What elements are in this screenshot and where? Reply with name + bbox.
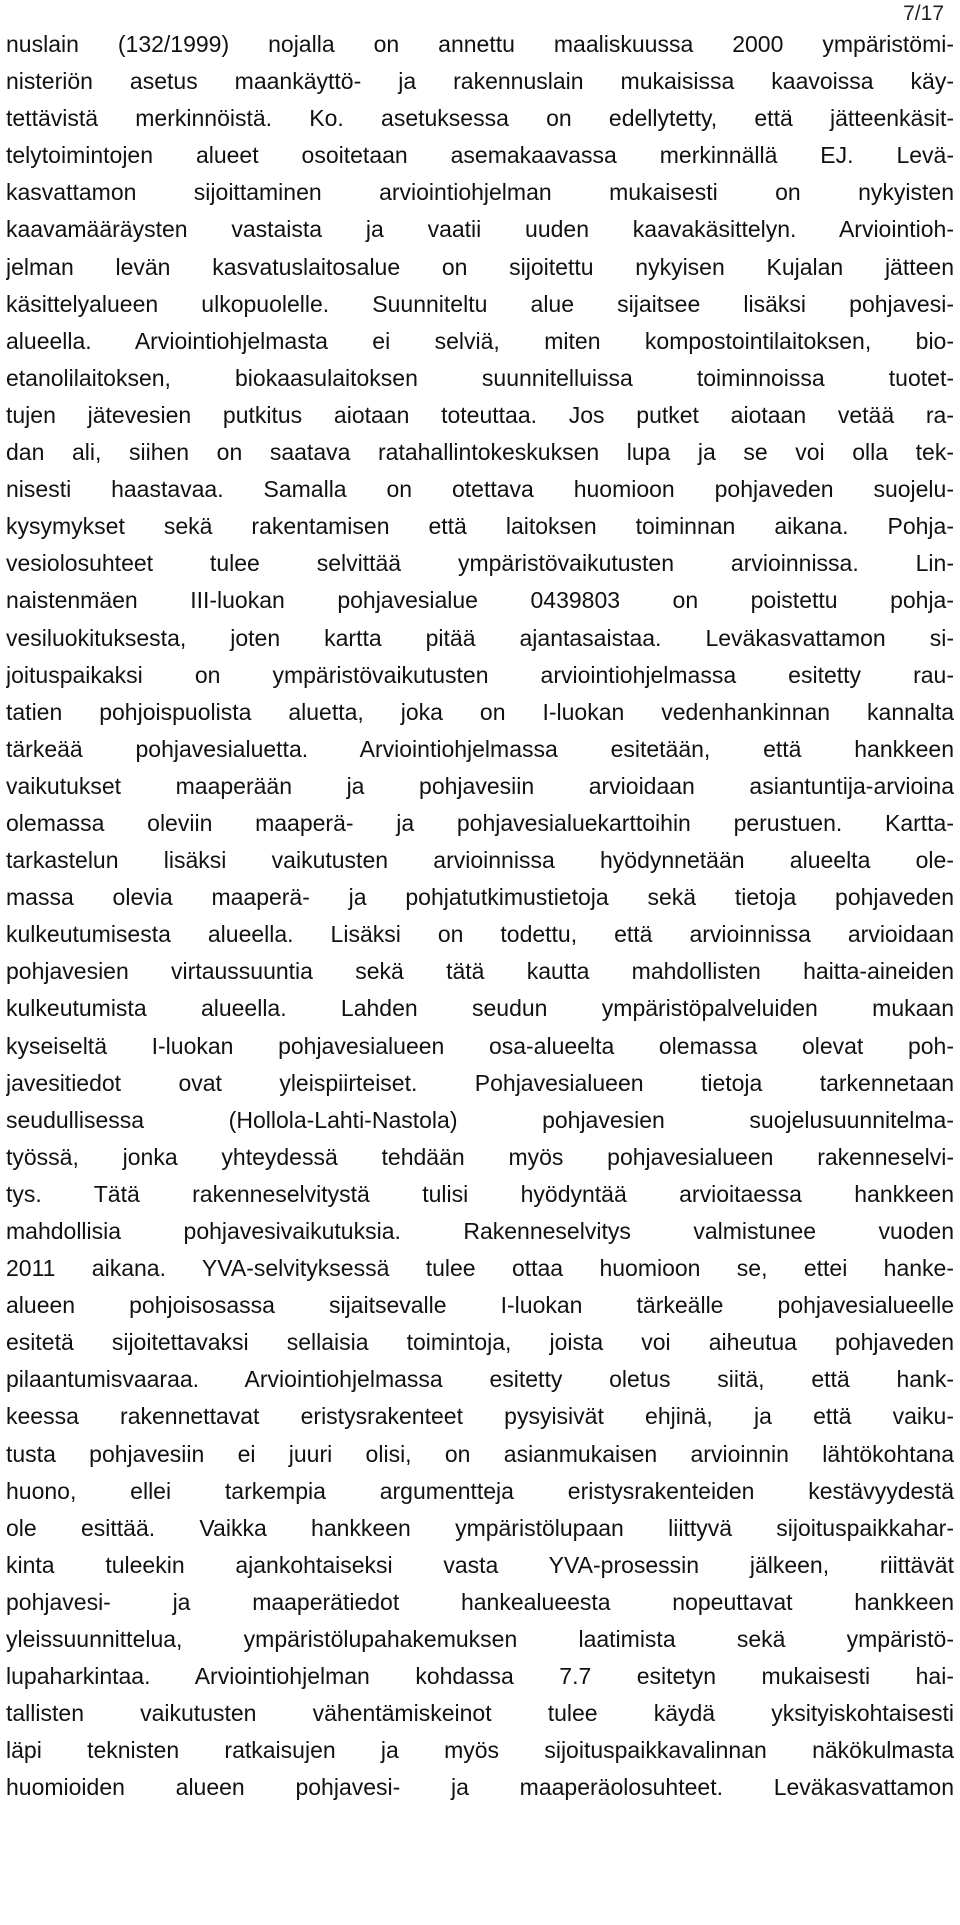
text-line: jelman levän kasvatuslaitosalue on sijoitettu nykyisen Kujalan jätteen <box>6 253 954 280</box>
text-line: mahdollisia pohjavesivaikutuksia. Rakenneselvitys valmistunee vuoden <box>6 1218 954 1244</box>
text-line: massa olevia maaperä- ja pohjatutkimustietoja sekä tietoja pohjaveden <box>6 884 954 911</box>
text-line: kulkeutumisesta alueella. Lisäksi on todettu, että arvioinnissa arvioidaan <box>6 921 954 948</box>
text-line: lupaharkintaa. Arviointiohjelman kohdassa 7.7 esitetyn mukaisesti hai- <box>6 1663 954 1690</box>
text-line: työssä, jonka yhteydessä tehdään myös pohjavesialueen rakenneselvi- <box>6 1143 954 1170</box>
text-line: läpi teknisten ratkaisujen ja myös sijoituspaikkavalinnan näkökulmasta <box>6 1737 954 1764</box>
text-line: vesiluokituksesta, joten kartta pitää ajantasaistaa. Leväkasvattamon si- <box>6 624 954 651</box>
text-line: nisteriön asetus maankäyttö- ja rakennuslain mukaisissa kaavoissa käy- <box>6 68 954 95</box>
text-line: tys. Tätä rakenneselvitystä tulisi hyödyntää arvioitaessa hankkeen <box>6 1180 954 1207</box>
text-line: joituspaikaksi on ympäristövaikutusten arviointiohjelmassa esitetty rau- <box>6 661 954 688</box>
text-line: kysymykset sekä rakentamisen että laitoksen toiminnan aikana. Pohja- <box>6 513 954 540</box>
text-line: pohjavesien virtaussuuntia sekä tätä kautta mahdollisten haitta-aineiden <box>6 958 954 985</box>
text-line: keessa rakennettavat eristysrakenteet pysyisivät ehjinä, ja että vaiku- <box>6 1403 954 1430</box>
text-line: tettävistä merkinnöistä. Ko. asetuksessa on edellytetty, että jätteenkäsit- <box>6 105 954 132</box>
text-line: tarkastelun lisäksi vaikutusten arvioinnissa hyödynnetään alueelta ole- <box>6 847 954 874</box>
text-line: dan ali, siihen on saatava ratahallintokeskuksen lupa ja se voi olla tek- <box>6 439 954 466</box>
text-line: esitetä sijoitettavaksi sellaisia toimintoja, joista voi aiheutua pohjaveden <box>6 1329 954 1356</box>
text-line: kasvattamon sijoittaminen arviointiohjelman mukaisesti on nykyisten <box>6 179 954 206</box>
text-line: alueella. Arviointiohjelmasta ei selviä, miten kompostointilaitoksen, bio- <box>6 327 954 354</box>
text-line: vaikutukset maaperään ja pohjavesiin arvioidaan asiantuntija-arvioina <box>6 772 954 799</box>
text-line: kaavamääräysten vastaista ja vaatii uuden kaavakäsittelyn. Arviointioh- <box>6 216 954 243</box>
body-paragraph <box>6 26 954 1807</box>
text-line: tallisten vaikutusten vähentämiskeinot tulee käydä yksityiskohtaisesti <box>6 1700 954 1727</box>
text-line: naistenmäen III-luokan pohjavesialue 0439803 on poistettu pohja- <box>6 587 954 614</box>
text-line: huomioiden alueen pohjavesi- ja maaperäolosuhteet. Leväkasvattamon <box>6 1774 954 1801</box>
text-line: ole esittää. Vaikka hankkeen ympäristölupaan liittyvä sijoituspaikkahar- <box>6 1514 954 1541</box>
text-line: vesiolosuhteet tulee selvittää ympäristövaikutusten arvioinnissa. Lin- <box>6 550 954 577</box>
text-line: alueen pohjoisosassa sijaitsevalle I-luokan tärkeälle pohjavesialueelle <box>6 1292 954 1319</box>
text-line: telytoimintojen alueet osoitetaan asemakaavassa merkinnällä EJ. Levä- <box>6 142 954 169</box>
page-number: 7/17 <box>903 2 944 25</box>
text-line: 2011 aikana. YVA-selvityksessä tulee ottaa huomioon se, ettei hanke- <box>6 1255 954 1282</box>
text-line: javesitiedot ovat yleispiirteiset. Pohjavesialueen tietoja tarkennetaan <box>6 1069 954 1096</box>
text-line: pohjavesi- ja maaperätiedot hankealueesta nopeuttavat hankkeen <box>6 1588 954 1615</box>
text-line: etanolilaitoksen, biokaasulaitoksen suunnitelluissa toiminnoissa tuotet- <box>6 364 954 391</box>
text-line: tujen jätevesien putkitus aiotaan toteuttaa. Jos putket aiotaan vetää ra- <box>6 401 954 428</box>
text-line: käsittelyalueen ulkopuolelle. Suunniteltu alue sijaitsee lisäksi pohjavesi- <box>6 290 954 317</box>
text-line: nuslain (132/1999) nojalla on annettu maaliskuussa 2000 ympäristömi- <box>6 31 954 57</box>
text-line: kulkeutumista alueella. Lahden seudun ympäristöpalveluiden mukaan <box>6 995 954 1022</box>
text-line: tusta pohjavesiin ei juuri olisi, on asianmukaisen arvioinnin lähtökohtana <box>6 1440 954 1467</box>
text-line: olemassa oleviin maaperä- ja pohjavesialuekarttoihin perustuen. Kartta- <box>6 809 954 836</box>
text-line: tärkeää pohjavesialuetta. Arviointiohjelmassa esitetään, että hankkeen <box>6 735 954 762</box>
text-line: huono, ellei tarkempia argumentteja eristysrakenteiden kestävyydestä <box>6 1477 954 1504</box>
text-line: tatien pohjoispuolista aluetta, joka on I-luokan vedenhankinnan kannalta <box>6 698 954 725</box>
text-line: kyseiseltä I-luokan pohjavesialueen osa-alueelta olemassa olevat poh- <box>6 1032 954 1059</box>
text-line: nisesti haastavaa. Samalla on otettava huomioon pohjaveden suojelu- <box>6 476 954 503</box>
text-line: pilaantumisvaaraa. Arviointiohjelmassa esitetty oletus siitä, että hank- <box>6 1366 954 1393</box>
text-line: seudullisessa (Hollola-Lahti-Nastola) pohjavesien suojelusuunnitelma- <box>6 1106 954 1133</box>
text-line: kinta tuleekin ajankohtaiseksi vasta YVA-prosessin jälkeen, riittävät <box>6 1551 954 1578</box>
text-line: yleissuunnittelua, ympäristölupahakemuksen laatimista sekä ympäristö- <box>6 1626 954 1653</box>
